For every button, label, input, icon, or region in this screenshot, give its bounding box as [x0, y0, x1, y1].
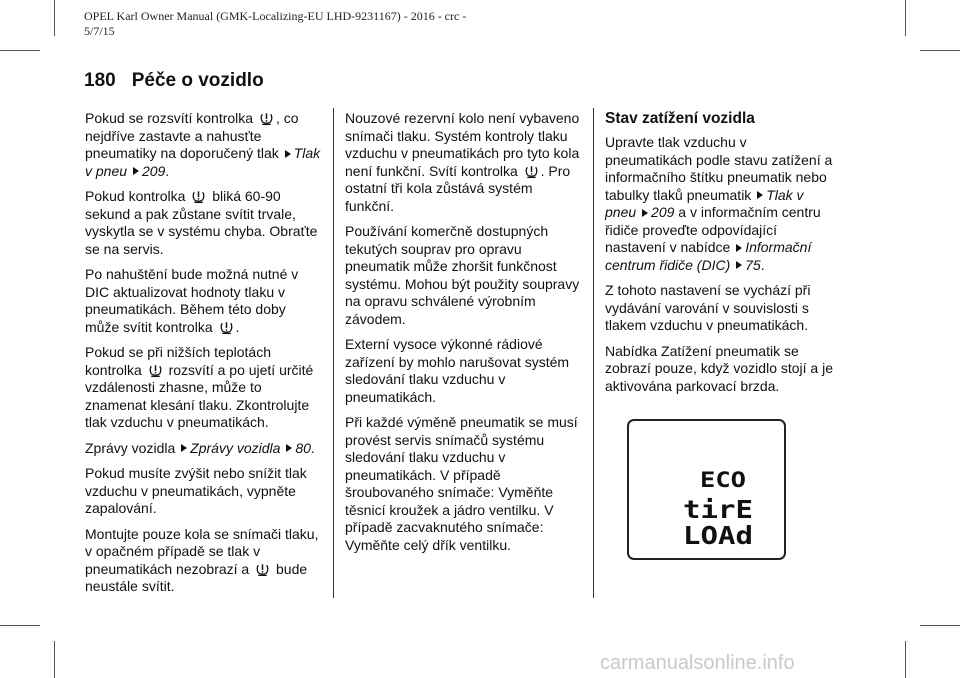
paragraph: [85, 266, 323, 336]
crop-mark: [920, 50, 960, 51]
paragraph: [85, 440, 323, 458]
page-reference[interactable]: 209: [141, 162, 166, 179]
text: Pokud kontrolka: [85, 188, 186, 204]
tire-pressure-warning-icon: [259, 110, 274, 126]
page-reference-arrow-icon: [757, 191, 763, 199]
text: bliká 60-90 sekund a pak zůstane svítit trvale, vyskytla se v systému chyba. Obraťte se na servis.: [85, 188, 318, 257]
paragraph: Externí vysoce výkonné rádiové zařízení by mohlo narušovat systém sledování tlaku vzduchu v pneumatikách.: [345, 336, 570, 405]
paragraph: Z tohoto nastavení se vychází při vydávání varování v souvislosti s tlakem vzduchu v pneumatikách.: [605, 282, 811, 333]
column-divider: [593, 108, 594, 598]
text: .: [310, 439, 315, 456]
cross-reference-link[interactable]: Zprávy vozidla: [190, 439, 281, 456]
cross-reference-link[interactable]: Tlak v pneu: [605, 186, 804, 220]
text: .: [165, 162, 170, 179]
tire-pressure-warning-icon: [255, 561, 270, 577]
paragraph: Používání komerčně dostupných tekutých souprav pro opravu pneumatik může zhoršit funkčnost systému. Mohou být použity soupravy na opravu schválené výrobním závodem.: [345, 223, 580, 327]
paragraph: Při každé výměně pneumatik se musí provést servis snímačů systému sledování tlaku vzduchu v pneumatikách. V případě šroubovaného snímače: Vyměňte těsnicí kroužek a jádro ventilku. V případě zacvaknutého snímače: Vyměňte celý dřík ventilku.: [345, 414, 578, 553]
page-reference-arrow-icon: [736, 244, 742, 252]
page-reference-arrow-icon: [736, 261, 742, 269]
text-column-1: [85, 110, 323, 604]
text: Pokud se rozsvítí kontrolka: [85, 110, 254, 126]
document-header: [84, 9, 504, 39]
crop-mark: [920, 625, 960, 626]
display-line-tire: tirE: [683, 495, 753, 524]
crop-mark: [54, 0, 55, 36]
paragraph: Pokud musíte zvýšit nebo snížit tlak vzduchu v pneumatikách, vypněte zapalování.: [85, 465, 307, 516]
page-reference[interactable]: 209: [651, 204, 675, 220]
paragraph: [85, 344, 323, 432]
crop-mark: [905, 641, 906, 678]
paragraph: [605, 134, 835, 274]
crop-mark: [905, 0, 906, 36]
text: , co nejdříve zastavte a nahusťte pneumatiky na doporučený tlak: [85, 110, 299, 161]
paragraph: [85, 188, 323, 258]
tire-pressure-warning-icon: [524, 163, 539, 179]
page-reference-arrow-icon: [642, 209, 648, 217]
page-title: [84, 70, 264, 92]
text: Zprávy vozidla: [85, 439, 176, 456]
text: Po nahuštění bude možná nutné v DIC aktualizovat hodnoty tlaku v pneumatikách. Během této doby může svítit kontrolka: [85, 266, 299, 335]
page-reference[interactable]: 80: [295, 439, 311, 456]
text-column-3: [605, 109, 835, 403]
text: Montujte pouze kola se snímači tlaku, v opačném případě se tlak v pneumatikách nezobrazí a: [85, 525, 319, 577]
display-line-eco: ECO: [700, 468, 746, 492]
header-line-1: OPEL Karl Owner Manual (GMK-Localizing-EU LHD-9231167) - 2016 - crc -: [84, 9, 467, 23]
header-line-2: 5/7/15: [84, 24, 115, 38]
tire-pressure-warning-icon: [191, 188, 206, 204]
cross-reference-link[interactable]: Informační centrum řidiče (DIC): [605, 239, 812, 273]
text: Upravte tlak vzduchu v pneumatikách podle stavu zatížení a informačního štítku pneumatik nebo tabulky tlaků pneumatik: [605, 134, 833, 203]
cross-reference-link[interactable]: Tlak v pneu: [85, 145, 321, 179]
tire-pressure-warning-icon: [148, 362, 163, 378]
crop-mark: [54, 641, 55, 678]
text-column-2: [345, 110, 581, 562]
page-number: 180: [84, 70, 116, 91]
text: Pokud se při nižších teplotách kontrolka: [85, 344, 271, 378]
chapter-title: Péče o vozidlo: [131, 70, 264, 91]
display-line-load: LOAd: [683, 521, 753, 550]
column-divider: [333, 108, 334, 598]
page-reference-arrow-icon: [181, 444, 187, 452]
paragraph: [345, 110, 581, 215]
text: Nouzové rezervní kolo není vybaveno snímači tlaku. Systém kontroly tlaku vzduchu v pneumatikách pro tyto kola není funkční. Svítí kontrolka: [345, 110, 580, 179]
text: .: [760, 256, 765, 273]
text: bude neustále svítit.: [85, 560, 308, 594]
page-reference[interactable]: 75: [745, 256, 761, 273]
dic-display-illustration: [627, 419, 786, 560]
text: .: [235, 318, 240, 335]
segment-display: [629, 421, 784, 558]
page-reference-arrow-icon: [285, 150, 291, 158]
text: a v informačním centru řidiče proveďte odpovídající nastavení v nabídce: [605, 204, 821, 255]
watermark: carmanualsonline.info: [600, 652, 795, 674]
crop-mark: [0, 625, 40, 626]
crop-mark: [0, 50, 40, 51]
section-heading: Stav zatížení vozidla: [605, 110, 755, 127]
page-reference-arrow-icon: [286, 444, 292, 452]
tire-pressure-warning-icon: [219, 319, 234, 335]
text: rozsvítí a po ujetí určité vzdálenosti zhasne, může to znamenat klesání tlaku. Zkontrolujte tlak vzduchu v pneumatikách.: [85, 361, 314, 430]
page-reference-arrow-icon: [133, 167, 139, 175]
paragraph: Nabídka Zatížení pneumatik se zobrazí pouze, když vozidlo stojí a je aktivována parkovací brzda.: [605, 342, 834, 394]
paragraph: [85, 526, 323, 596]
paragraph: [85, 110, 323, 180]
text: . Pro ostatní tři kola zůstává systém funkční.: [345, 162, 571, 214]
